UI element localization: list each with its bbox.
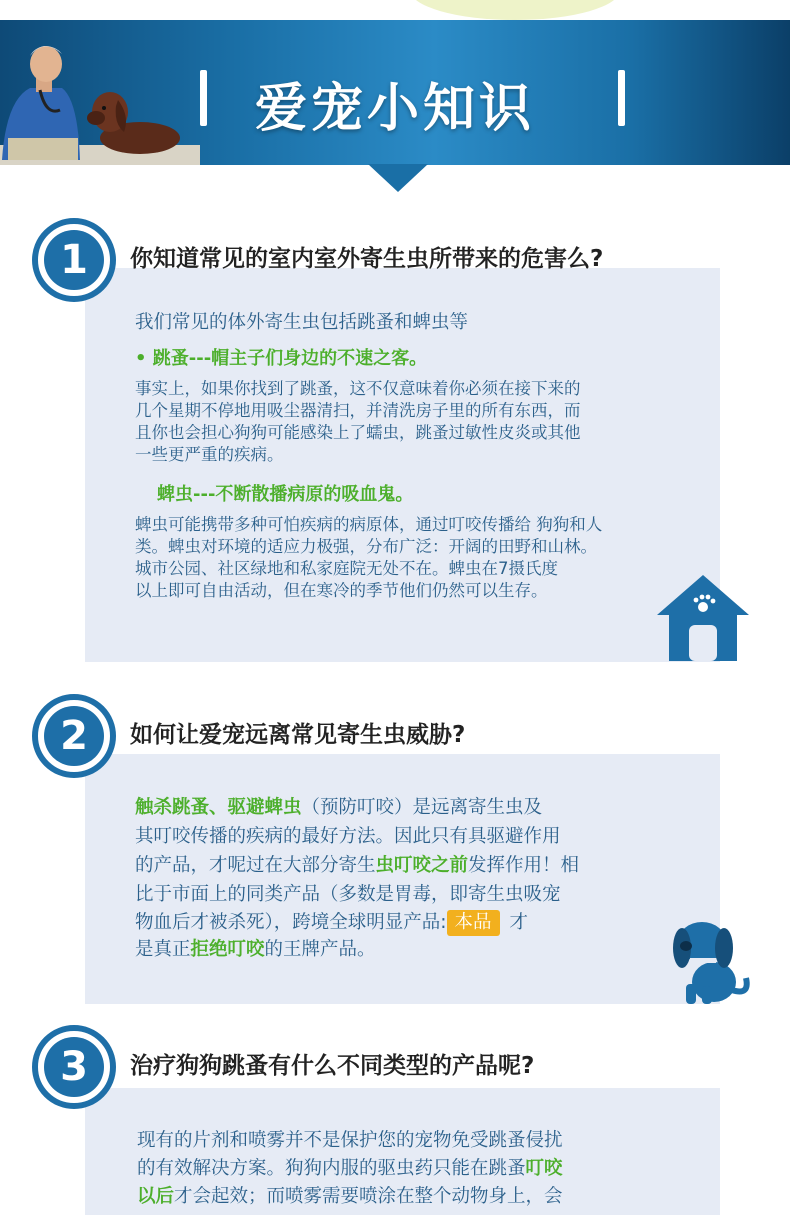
section-question: 你知道常见的室内室外寄生虫所带来的危害么? — [130, 246, 604, 272]
doghouse-paw-icon — [655, 573, 751, 663]
tick-heading: 蜱虫---不断散播病原的吸血鬼。 — [157, 484, 414, 505]
product-badge: 本品 — [447, 910, 500, 936]
body-text: 的产品，才呢过在大部分寄生 — [135, 855, 376, 876]
page-title: 爱宠小知识 — [254, 79, 535, 139]
section-number: 1 — [44, 230, 104, 290]
section-3-line-2 — [137, 1154, 563, 1183]
body-text: 的王牌产品。 — [264, 939, 376, 960]
section-number-badge — [32, 1025, 116, 1109]
section-2-line-4: 比于市面上的同类产品（多数是胃毒，即寄生虫吸宠 — [135, 884, 561, 905]
flea-heading: • 跳蚤---帽主子们身边的不速之客。 — [135, 348, 428, 369]
tick-text-line: 类。蜱虫对环境的适应力极强，分布广泛：开阔的田野和山林。 — [135, 537, 597, 556]
section-number: 3 — [44, 1037, 104, 1097]
body-text: 是真正 — [135, 939, 191, 960]
body-text: 物血后才被杀死），跨境全球明显产品: — [135, 912, 447, 933]
sitting-dog-icon — [660, 912, 756, 1004]
highlight-text: 触杀跳蚤、驱避蜱虫 — [135, 797, 302, 818]
section-number-badge — [32, 694, 116, 778]
section-3-line-3 — [137, 1182, 563, 1211]
section-2-line-6 — [135, 935, 376, 964]
header-banner — [0, 20, 790, 165]
section-2-line-3 — [135, 851, 579, 880]
body-text: 发挥作用！相 — [468, 855, 580, 876]
section-2-line-5 — [135, 908, 528, 937]
highlight-text: 虫叮咬之前 — [375, 855, 469, 876]
section-3-line-1: 现有的片剂和喷雾并不是保护您的宠物免受跳蚤侵扰 — [137, 1130, 563, 1151]
body-text: 才会起效；而喷雾需要喷涂在整个动物身上，会 — [174, 1186, 563, 1207]
flea-text-line: 一些更严重的疾病。 — [135, 445, 284, 464]
top-decoration — [410, 0, 620, 20]
highlight-text: 叮咬 — [525, 1158, 563, 1179]
banner-pointer — [368, 164, 428, 192]
section-number-badge — [32, 218, 116, 302]
highlight-text: 以后 — [137, 1186, 175, 1207]
tick-text-line: 以上即可自由活动，但在寒冷的季节他们仍然可以生存。 — [135, 581, 548, 600]
body-text: （预防叮咬）是远离寄生虫及 — [301, 797, 543, 818]
section-2-line-2: 其叮咬传播的疾病的最好方法。因此只有具驱避作用 — [135, 826, 561, 847]
tick-text-line: 蜱虫可能携带多种可怕疾病的病原体，通过叮咬传播给 狗狗和人 — [135, 515, 603, 534]
flea-text-line: 且你也会担心狗狗可能感染上了蠕虫，跳蚤过敏性皮炎或其他 — [135, 423, 581, 442]
section-1-intro: 我们常见的体外寄生虫包括跳蚤和蜱虫等 — [135, 312, 469, 333]
section-question: 如何让爱宠远离常见寄生虫威胁? — [130, 722, 466, 748]
section-2-line-1 — [135, 793, 542, 822]
body-text: 的有效解决方案。狗狗内服的驱虫药只能在跳蚤 — [137, 1158, 526, 1179]
flea-text-line: 事实上，如果你找到了跳蚤，这不仅意味着你必须在接下来的 — [135, 379, 581, 398]
section-question: 治疗狗狗跳蚤有什么不同类型的产品呢? — [130, 1053, 535, 1079]
body-text: 才 — [509, 912, 529, 933]
tick-text-line: 城市公园、社区绿地和私家庭院无处不在。蜱虫在7摄氏度 — [135, 559, 558, 578]
highlight-text: 拒绝叮咬 — [190, 939, 265, 960]
title-bar-right — [618, 70, 625, 126]
section-number: 2 — [44, 706, 104, 766]
flea-text-line: 几个星期不停地用吸尘器清扫，并清洗房子里的所有东西，而 — [135, 401, 581, 420]
